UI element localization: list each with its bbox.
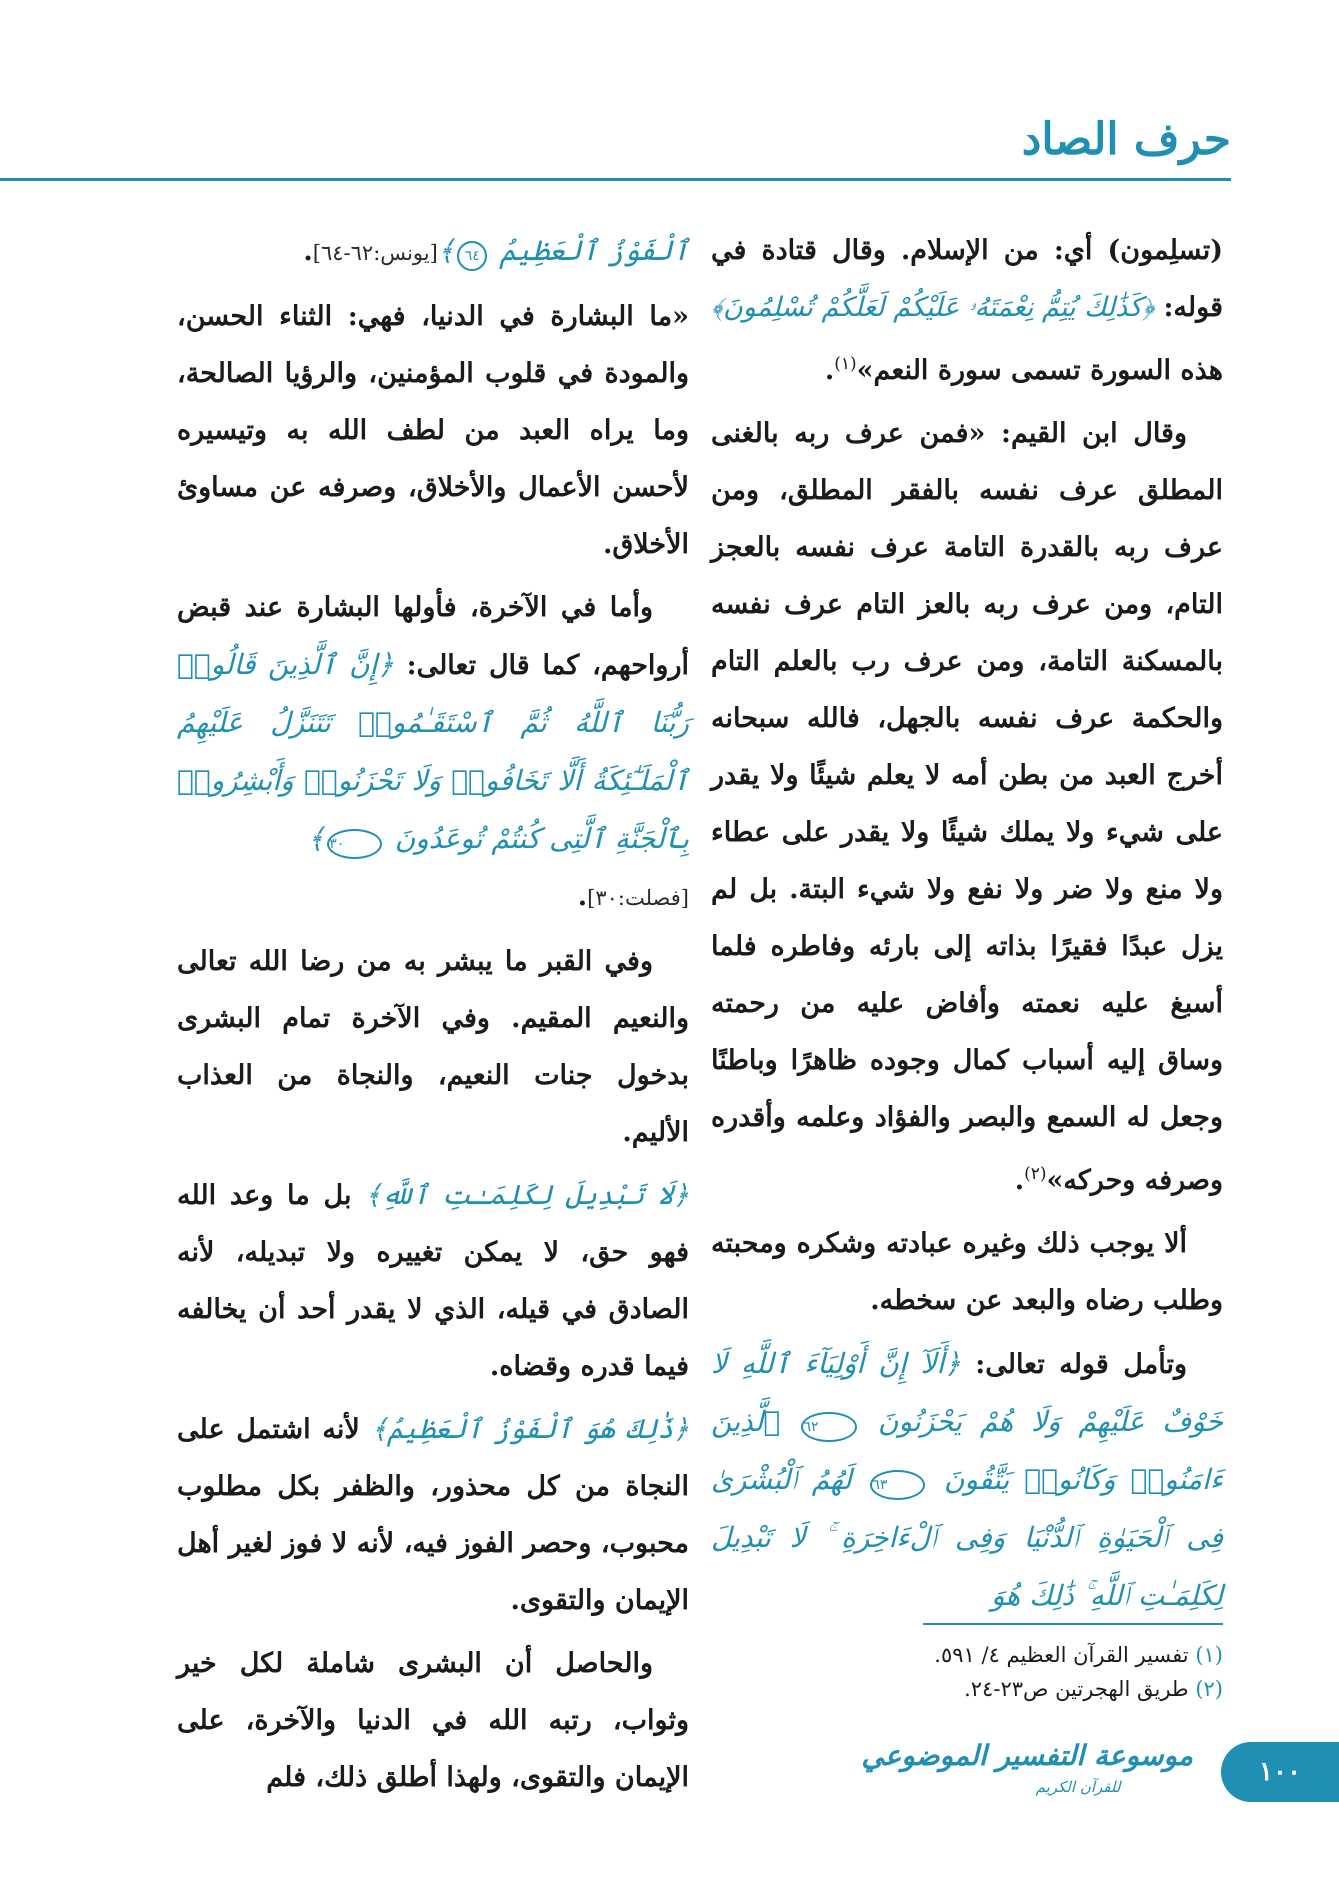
verse-close-bracket: ﴾ (307, 822, 325, 855)
verse-close-bracket: ﴾ (437, 234, 455, 267)
paragraph (177, 1167, 689, 1395)
footnote-text: تفسير القرآن العظيم ٤/ ٥٩١. (934, 1643, 1189, 1667)
quran-verse: ﴿لَا تَبْدِيلَ لِكَلِمَـٰتِ ٱللَّهِ﴾ (365, 1180, 689, 1211)
ayah-number-marker: ٦٣ (870, 1470, 925, 1500)
paragraph (177, 1401, 689, 1629)
paragraph (177, 222, 689, 282)
quran-verse: ٱلْفَوْزُ ٱلْعَظِيمُ (499, 234, 689, 267)
text: لأنه اشتمل على النجاة من كل محذور، والظفر بكل مطلوب محبوب، وحصر الفوز فيه، لأنه لا فوز لغير أهل الإيمان والتقوى. (177, 1414, 689, 1616)
quran-verse: ﴿ذَٰلِكَ هُوَ ٱلْفَوْزُ ٱلْعَظِيمُ﴾ (371, 1414, 689, 1445)
paragraph (711, 1335, 1223, 1625)
paragraph (711, 405, 1223, 1209)
ayah-number-marker: ٦٤ (457, 241, 487, 271)
verse-reference: [فصلت:٣٠] (587, 886, 689, 910)
paragraph: ألا يوجب ذلك وغيره عبادته وشكره ومحبته وطلب رضاه والبعد عن سخطه. (711, 1228, 1223, 1316)
text: بل ما وعد الله فهو حق، لا يمكن تغييره ولا تبديله، لأنه الصادق في قيله، الذي لا يقدر أحد أن يخالفه فيما قدره وقضاه. (177, 1180, 689, 1382)
footnotes (711, 1638, 1223, 1706)
paragraph: «ما البشارة في الدنيا، فهي: الثناء الحسن، والمودة في قلوب المؤمنين، والرؤيا الصالحة، وما يراه العبد من لطف الله به وتيسيره لأحسن الأعمال والأخلاق، وصرفه عن مساوئ الأخلاق. (177, 301, 689, 560)
logo-line-2: للقرآن الكريم (1035, 1778, 1121, 1796)
footnote-item (711, 1638, 1223, 1672)
page-header-title: حرف الصاد (1021, 114, 1231, 165)
paragraph: والحاصل أن البشرى شاملة لكل خير وثواب، رتبه الله في الدنيا والآخرة، على الإيمان والتقوى، ولهذا أطلق ذلك، فلم (177, 1648, 689, 1793)
left-column (177, 222, 689, 1812)
text: (تسلِمون) أي: من الإسلام. وقال قتادة في قوله: (711, 235, 1223, 323)
ayah-number-marker: ٣٠ (327, 829, 382, 859)
logo-line-1: موسوعة التفسير الموضوعي (861, 1739, 1193, 1772)
quran-verse: لَهُمُ ٱلْبُشْرَىٰ فِى ٱلْحَيَوٰةِ ٱلدُّنْيَا وَفِى ٱلْءَاخِرَةِ ۚ لَا تَبْدِيلَ لِكَلِمَـٰتِ ٱللَّهِ ۚ ذَٰلِكَ هُوَ (711, 1463, 1223, 1612)
paragraph (177, 579, 689, 927)
verse-reference: [يونس:٦٢-٦٤] (312, 241, 438, 265)
page-number: ١٠٠ (1221, 1742, 1339, 1802)
text: وأما في الآخرة، فأولها البشارة عند قبض أرواحهم، كما قال تعالى: (177, 592, 690, 681)
footnote-item (711, 1672, 1223, 1706)
ayah-number-marker: ٦٢ (801, 1412, 856, 1442)
footnote-rule (923, 1623, 1223, 1625)
footnote-ref[interactable]: (١) (834, 354, 857, 374)
quran-verse: ﴿إِنَّ ٱلَّذِينَ قَالُوا۟ رَبُّنَا ٱللَّهُ ثُمَّ ٱسْتَقَـٰمُوا۟ تَتَنَزَّلُ عَلَيْهِمُ ٱلْمَلَـٰٓئِكَةُ أَلَّا تَخَافُوا۟ وَلَا تَحْزَنُوا۟ وَأَبْشِرُوا۟ بِٱلْجَنَّةِ ٱلَّتِى كُنتُمْ تُوعَدُونَ (177, 648, 689, 855)
quran-verse: ﴿كَذَٰلِكَ يُتِمُّ نِعْمَتَهُۥ عَلَيْكُمْ لَعَلَّكُمْ تُسْلِمُونَ﴾ (710, 292, 1155, 323)
text: وتأمل قوله تعالى: (960, 1349, 1187, 1380)
header-rule (0, 178, 1231, 181)
footnote-number: (١) (1195, 1643, 1223, 1667)
text: . (824, 355, 835, 386)
paragraph (711, 222, 1223, 399)
text: وقال ابن القيم: «فمن عرف ربه بالغنى المطلق عرف نفسه بالفقر المطلق، ومن عرف ربه بالقدرة التامة عرف نفسه بالعجز التام، ومن عرف ربه بالعز التام عرف نفسه بالمسكنة التامة، ومن عرف رب بالعلم التام والحكمة عرف نفسه بالجهل، فالله سبحانه أخرج العبد من بطن أمه لا يعلم شيئًا ولا يقدر على شيء ولا يملك شيئًا ولا يقدر على عطاء ولا منع ولا ضر ولا نفع ولا شيء البتة. بل لم يزل عبدًا فقيرًا بذاته إلى بارئه وفاطره فلما أسبغ عليه نعمته وأفاض عليه من رحمته وساق إليه أسباب كمال وجوده ظاهرًا وباطنًا وجعل له السمع والبصر والفؤاد وعلمه وأقدره وصرفه وحركه» (711, 418, 1223, 1196)
quran-verse: ٱلَّذِينَ ءَامَنُوا۟ وَكَانُوا۟ يَتَّقُونَ (711, 1405, 1223, 1496)
text: هذه السورة تسمى سورة النعم» (856, 355, 1223, 386)
encyclopedia-logo (861, 1736, 1193, 1808)
right-column (711, 222, 1223, 1631)
footnote-number: (٢) (1195, 1677, 1223, 1701)
text: . (577, 881, 588, 912)
paragraph: وفي القبر ما يبشر به من رضا الله تعالى والنعيم المقيم. وفي الآخرة تمام البشرى بدخول جنات النعيم، والنجاة من العذاب الأليم. (177, 946, 689, 1148)
quran-verse: ﴿أَلَآ إِنَّ أَوْلِيَآءَ ٱللَّهِ لَا خَوْفٌ عَلَيْهِمْ وَلَا هُمْ يَحْزَنُونَ (711, 1347, 1223, 1438)
text: . (303, 236, 313, 267)
footnote-text: طريق الهجرتين ص٢٣-٢٤. (964, 1677, 1189, 1701)
text: . (1014, 1165, 1025, 1196)
footnote-ref[interactable]: (٢) (1024, 1164, 1047, 1184)
